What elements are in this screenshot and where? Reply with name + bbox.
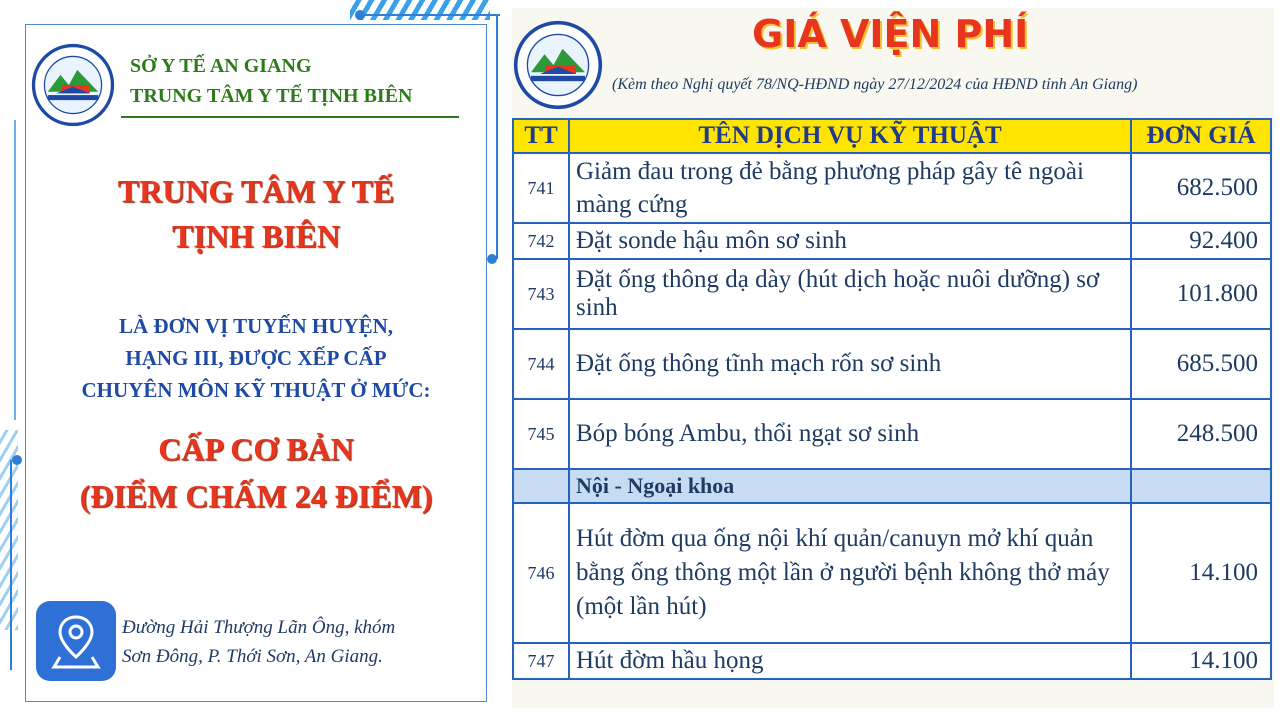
table-row bbox=[513, 223, 1271, 259]
service-price: 92.400 bbox=[1131, 223, 1271, 259]
address bbox=[122, 613, 395, 671]
column-header-service: TÊN DỊCH VỤ KỸ THUẬT bbox=[569, 119, 1131, 153]
address-line2: Sơn Đông, P. Thới Sơn, An Giang. bbox=[122, 646, 383, 667]
location-pin-icon[interactable] bbox=[36, 601, 116, 681]
row-number: 741 bbox=[513, 153, 569, 223]
row-number: 742 bbox=[513, 223, 569, 259]
frame-dot bbox=[355, 10, 365, 20]
service-name: Hút đờm qua ống nội khí quản/canuyn mở khí quản bằng ống thông một lần ở người bệnh không thở máy (một lần hút) bbox=[569, 503, 1131, 643]
frame-line bbox=[360, 14, 500, 16]
service-price: 14.100 bbox=[1131, 643, 1271, 679]
description-line2: HẠNG III, ĐƯỢC XẾP CẤP bbox=[125, 346, 387, 370]
hospital-logo bbox=[513, 20, 603, 110]
level-line2: (ĐIỂM CHẤM 24 ĐIỂM) bbox=[79, 478, 433, 514]
row-number: 743 bbox=[513, 259, 569, 329]
row-number: 744 bbox=[513, 329, 569, 399]
service-price: 685.500 bbox=[1131, 329, 1271, 399]
frame-dot bbox=[12, 455, 22, 465]
frame-line bbox=[496, 14, 498, 259]
table-row bbox=[513, 503, 1271, 643]
row-number: 747 bbox=[513, 643, 569, 679]
price-panel bbox=[512, 8, 1274, 708]
service-name: Đặt ống thông dạ dày (hút dịch hoặc nuôi dưỡng) sơ sinh bbox=[569, 259, 1131, 329]
section-title: Nội - Ngoại khoa bbox=[569, 469, 1131, 503]
column-header-price: ĐƠN GIÁ bbox=[1131, 119, 1271, 153]
center-title-line2: TỊNH BIÊN bbox=[171, 218, 341, 254]
table-row bbox=[513, 153, 1271, 223]
service-name: Hút đờm hầu họng bbox=[569, 643, 1131, 679]
description-line1: LÀ ĐƠN VỊ TUYẾN HUYỆN, bbox=[118, 314, 393, 338]
table-row bbox=[513, 643, 1271, 679]
row-number: 746 bbox=[513, 503, 569, 643]
level-line1: CẤP CƠ BẢN bbox=[158, 431, 354, 467]
column-header-tt: TT bbox=[513, 119, 569, 153]
info-panel bbox=[25, 24, 487, 702]
service-price: 14.100 bbox=[1131, 503, 1271, 643]
description-line3: CHUYÊN MÔN KỸ THUẬT Ở MỨC: bbox=[81, 378, 431, 402]
table-row bbox=[513, 399, 1271, 469]
frame-dot bbox=[487, 254, 497, 264]
decorative-stripes bbox=[350, 0, 490, 20]
service-price: 682.500 bbox=[1131, 153, 1271, 223]
service-name: Đặt ống thông tĩnh mạch rốn sơ sinh bbox=[569, 329, 1131, 399]
price-table bbox=[512, 118, 1272, 680]
page-title: GIÁ VIỆN PHÍ bbox=[752, 12, 1029, 56]
department-name: SỞ Y TẾ AN GIANG bbox=[130, 55, 312, 77]
service-name: Đặt sonde hậu môn sơ sinh bbox=[569, 223, 1131, 259]
table-header-row bbox=[513, 119, 1271, 153]
hospital-logo bbox=[31, 43, 115, 127]
section-row bbox=[513, 469, 1271, 503]
row-number: 745 bbox=[513, 399, 569, 469]
resolution-reference: (Kèm theo Nghị quyết 78/NQ-HĐND ngày 27/12/2024 của HĐND tỉnh An Giang) bbox=[612, 76, 1138, 93]
frame-line bbox=[10, 460, 12, 670]
center-name: TRUNG TÂM Y TẾ TỊNH BIÊN bbox=[130, 85, 413, 107]
frame-line bbox=[14, 120, 16, 420]
service-price: 101.800 bbox=[1131, 259, 1271, 329]
table-row bbox=[513, 259, 1271, 329]
center-title-line1: TRUNG TÂM Y TẾ bbox=[117, 173, 395, 209]
table-row bbox=[513, 329, 1271, 399]
header-divider bbox=[121, 116, 459, 118]
service-price: 248.500 bbox=[1131, 399, 1271, 469]
service-name: Bóp bóng Ambu, thổi ngạt sơ sinh bbox=[569, 399, 1131, 469]
address-line1: Đường Hải Thượng Lãn Ông, khóm bbox=[122, 617, 396, 638]
service-name: Giảm đau trong đẻ bằng phương pháp gây tê ngoài màng cứng bbox=[569, 153, 1131, 223]
